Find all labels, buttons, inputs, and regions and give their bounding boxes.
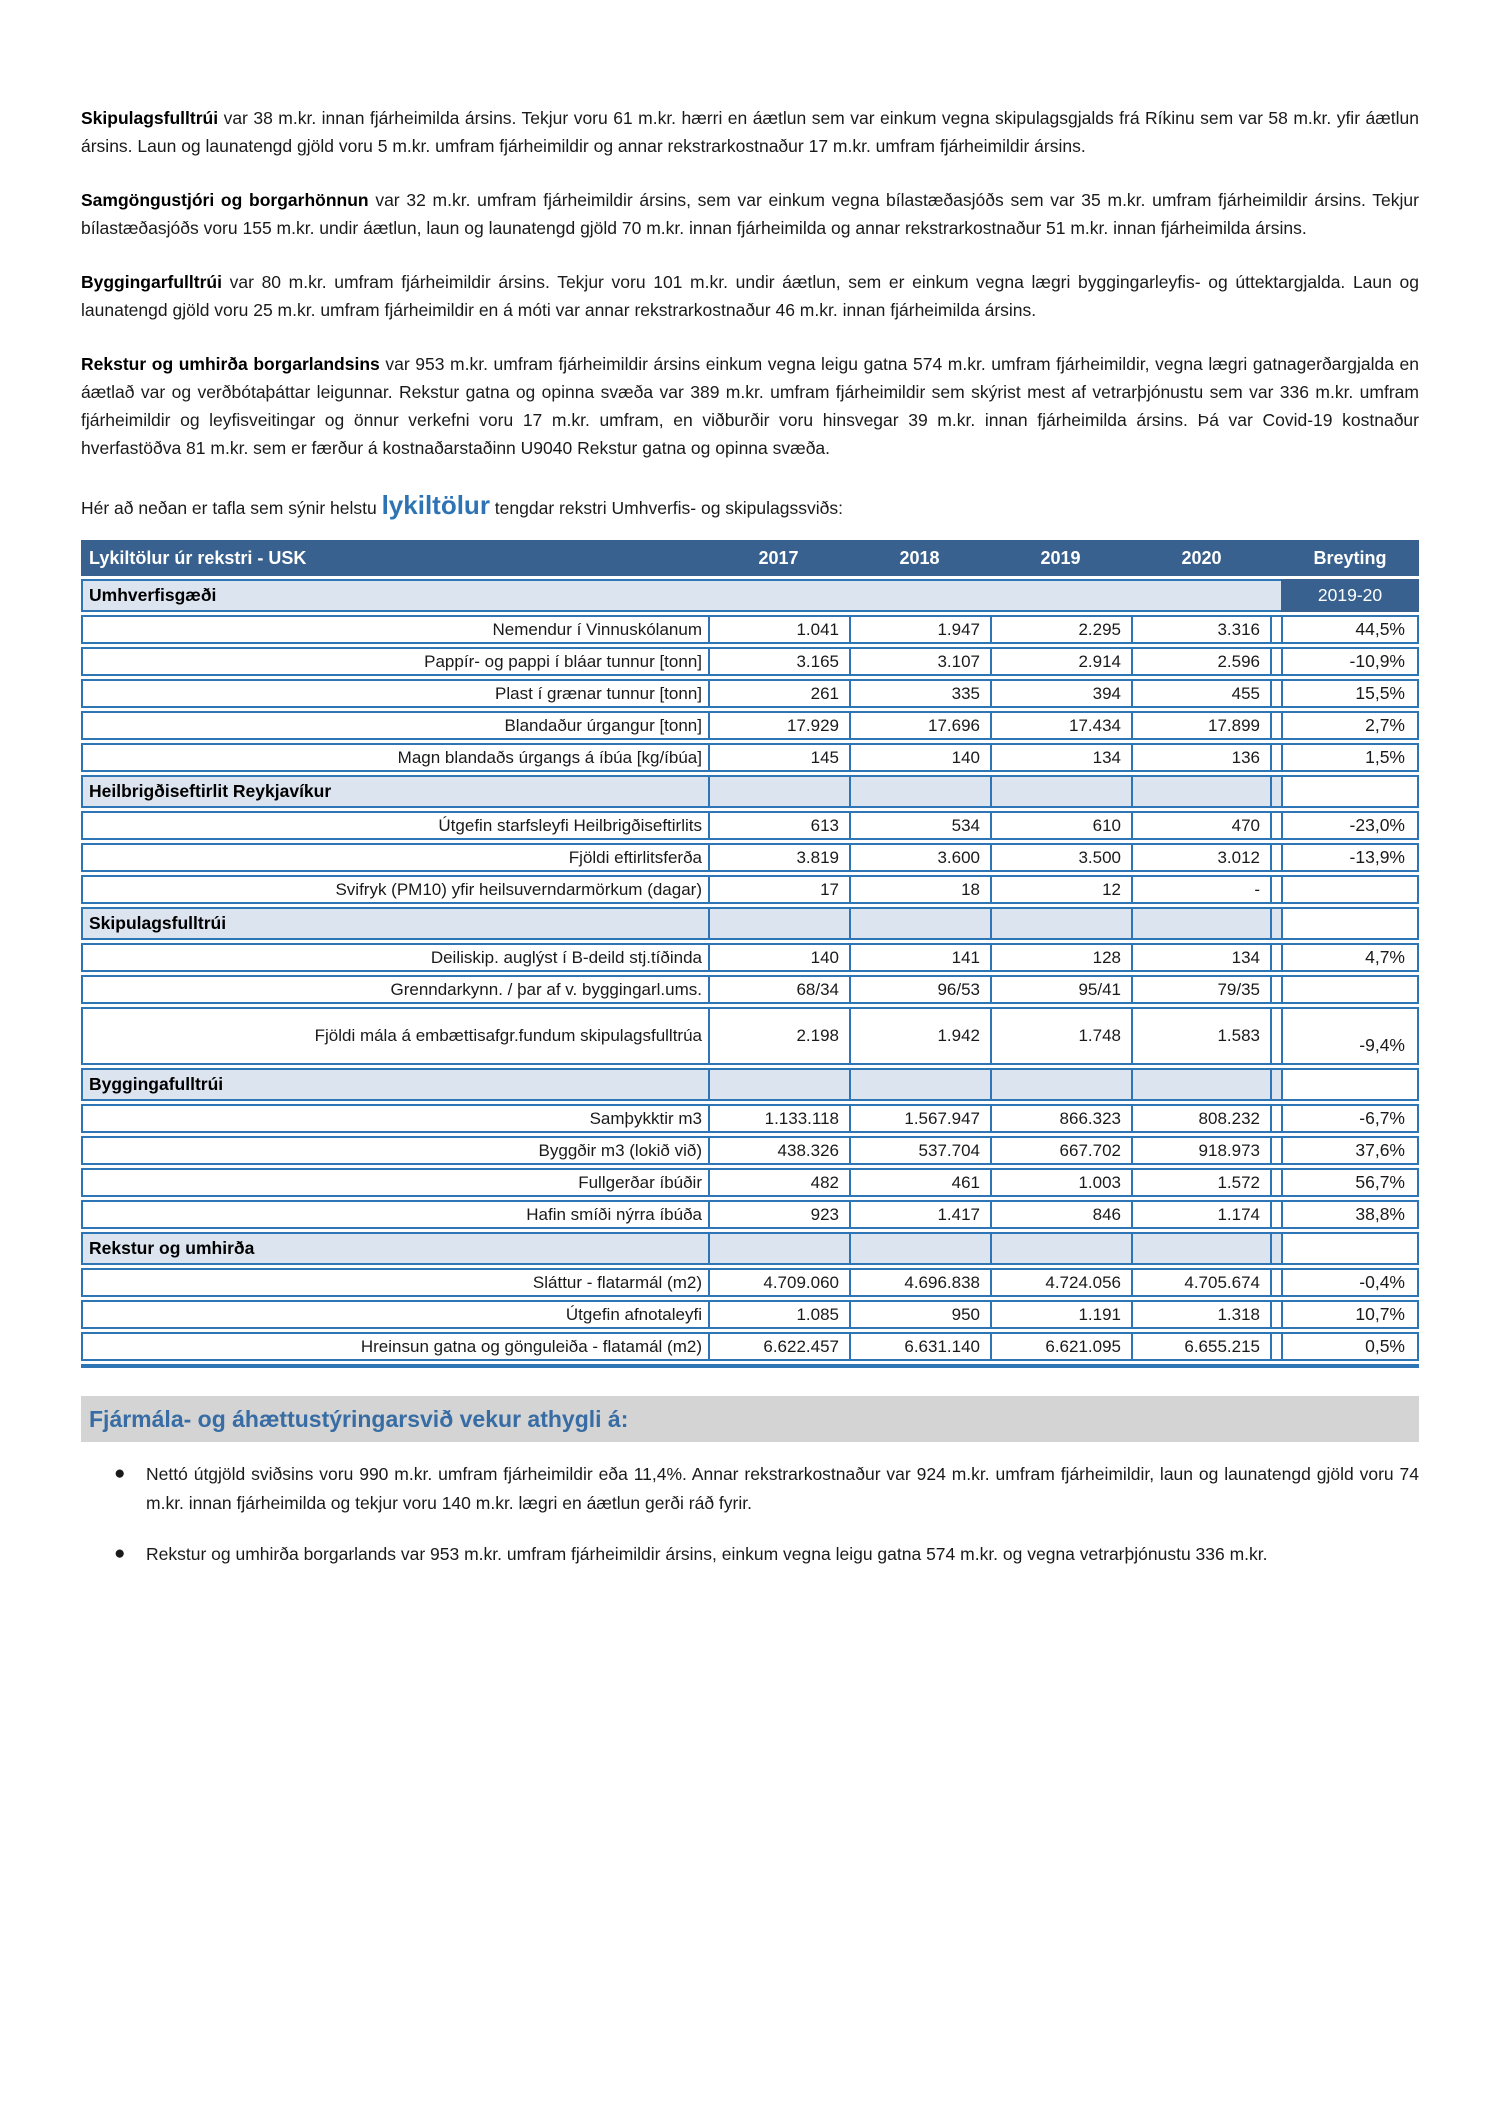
paragraph-lead: Samgöngustjóri og borgarhönnun xyxy=(81,190,369,210)
value-cell: 438.326 xyxy=(708,1136,849,1165)
section-value-cell xyxy=(1131,775,1272,808)
value-cell: 2.914 xyxy=(990,647,1131,676)
change-cell xyxy=(1281,775,1419,808)
value-cell: 537.704 xyxy=(849,1136,990,1165)
value-cell: 394 xyxy=(990,679,1131,708)
gutter-cell xyxy=(1272,811,1281,840)
row-label-cell: Fjöldi eftirlitsferða xyxy=(81,843,708,872)
value-cell: 3.500 xyxy=(990,843,1131,872)
data-row xyxy=(81,743,1419,772)
table-intro-before: Hér að neðan er tafla sem sýnir helstu xyxy=(81,498,382,518)
paragraph: Samgöngustjóri og borgarhönnun var 32 m.kr. umfram fjárheimildir ársins, sem var einkum vegna bílastæðasjóðs sem var 35 m.kr. umfram fjárheimildir ársins. Tekjur bílastæðasjóðs voru 155 m.kr. undir áætlun, laun og launatengd gjöld 70 m.kr. innan fjárheimilda og annar rekstrarkostnaður 51 m.kr. innan fjárheimilda ársins. xyxy=(81,190,1419,238)
data-row xyxy=(81,1300,1419,1329)
section-row xyxy=(81,907,1419,940)
paragraph: Rekstur og umhirða borgarlandsins var 953 m.kr. umfram fjárheimildir ársins einkum vegna leigu gatna 574 m.kr. umfram fjárheimildir, vegna lægri gatnagerðargjalda en áætlað var og verðbótaþáttar leigunnar. Rekstur gatna og opinna svæða var 389 m.kr. umfram fjárheimildir sem skýrist mest af vetrarþjónustu sem var 336 m.kr. umfram fjárheimildir og leyfisveitingar og önnur verkefni voru 17 m.kr. umfram, en viðburðir voru hinsvegar 39 m.kr. innan fjárheimilda ársins. Þá var Covid-19 kostnaður hverfastöðva 81 m.kr. sem er færður á kostnaðarstaðinn U9040 Rekstur gatna og opinna svæða. xyxy=(81,354,1420,458)
intro-paragraphs xyxy=(81,104,1419,462)
section-value-cell xyxy=(849,1068,990,1101)
gutter-cell xyxy=(1272,1007,1281,1065)
value-cell: 128 xyxy=(990,943,1131,972)
data-row xyxy=(81,679,1419,708)
value-cell: 140 xyxy=(708,943,849,972)
value-cell: 1.191 xyxy=(990,1300,1131,1329)
row-label-cell: Pappír- og pappi í bláar tunnur [tonn] xyxy=(81,647,708,676)
change-cell: -6,7% xyxy=(1281,1104,1419,1133)
value-cell: 3.165 xyxy=(708,647,849,676)
data-row xyxy=(81,943,1419,972)
data-row xyxy=(81,1007,1419,1065)
change-cell: -10,9% xyxy=(1281,647,1419,676)
data-row xyxy=(81,1104,1419,1133)
row-label-cell: Byggðir m3 (lokið við) xyxy=(81,1136,708,1165)
value-cell: 6.655.215 xyxy=(1131,1332,1272,1361)
value-cell: 1.583 xyxy=(1131,1007,1272,1065)
value-cell: - xyxy=(1131,875,1272,904)
value-cell: 134 xyxy=(990,743,1131,772)
value-cell: 4.705.674 xyxy=(1131,1268,1272,1297)
value-cell: 4.696.838 xyxy=(849,1268,990,1297)
value-cell: 1.133.118 xyxy=(708,1104,849,1133)
section-label-cell: Skipulagsfulltrúi xyxy=(81,907,708,940)
value-cell: 18 xyxy=(849,875,990,904)
value-cell: 79/35 xyxy=(1131,975,1272,1004)
section-value-cell xyxy=(708,775,849,808)
attention-heading: Fjármála- og áhættustýringarsvið vekur athygli á: xyxy=(89,1406,629,1432)
data-row xyxy=(81,1200,1419,1229)
value-cell: 482 xyxy=(708,1168,849,1197)
change-cell: -9,4% xyxy=(1281,1007,1419,1065)
data-row xyxy=(81,711,1419,740)
section-row xyxy=(81,775,1419,808)
gutter-cell xyxy=(1272,775,1281,808)
section-value-cell xyxy=(708,1232,849,1265)
row-label-cell: Hafin smíði nýrra íbúða xyxy=(81,1200,708,1229)
value-cell: 12 xyxy=(990,875,1131,904)
value-cell: 145 xyxy=(708,743,849,772)
section-value-cell xyxy=(990,1232,1131,1265)
data-row xyxy=(81,843,1419,872)
section-label-cell: Byggingafulltrúi xyxy=(81,1068,708,1101)
gutter-cell xyxy=(1272,1136,1281,1165)
change-subheader: 2019-20 xyxy=(1281,579,1419,612)
section-value-cell xyxy=(990,907,1131,940)
change-cell: 37,6% xyxy=(1281,1136,1419,1165)
row-label-cell: Hreinsun gatna og gönguleiða - flatamál (m2) xyxy=(81,1332,708,1361)
gutter-cell xyxy=(1272,540,1281,576)
value-cell: 866.323 xyxy=(990,1104,1131,1133)
change-cell: -0,4% xyxy=(1281,1268,1419,1297)
value-cell: 1.572 xyxy=(1131,1168,1272,1197)
change-cell: 0,5% xyxy=(1281,1332,1419,1361)
table-header-row xyxy=(81,540,1419,576)
value-cell: 613 xyxy=(708,811,849,840)
change-cell: 10,7% xyxy=(1281,1300,1419,1329)
change-cell xyxy=(1281,1068,1419,1101)
row-label-cell: Útgefin afnotaleyfi xyxy=(81,1300,708,1329)
value-cell: 1.417 xyxy=(849,1200,990,1229)
gutter-cell xyxy=(1272,647,1281,676)
value-cell: 6.631.140 xyxy=(849,1332,990,1361)
change-cell: 1,5% xyxy=(1281,743,1419,772)
change-cell: -13,9% xyxy=(1281,843,1419,872)
value-cell: 1.947 xyxy=(849,615,990,644)
gutter-cell xyxy=(1272,843,1281,872)
row-label-cell: Svifryk (PM10) yfir heilsuverndarmörkum (dagar) xyxy=(81,875,708,904)
value-cell: 95/41 xyxy=(990,975,1131,1004)
data-row xyxy=(81,1332,1419,1361)
row-label-cell: Grenndarkynn. / þar af v. byggingarl.ums. xyxy=(81,975,708,1004)
value-cell: 96/53 xyxy=(849,975,990,1004)
gutter-cell xyxy=(1272,615,1281,644)
change-cell xyxy=(1281,1232,1419,1265)
value-cell: 1.003 xyxy=(990,1168,1131,1197)
data-row xyxy=(81,1136,1419,1165)
gutter-cell xyxy=(1272,1168,1281,1197)
value-cell: 134 xyxy=(1131,943,1272,972)
section-row xyxy=(81,579,1419,612)
data-row xyxy=(81,875,1419,904)
value-cell: 455 xyxy=(1131,679,1272,708)
section-value-cell xyxy=(990,1068,1131,1101)
section-value-cell xyxy=(708,1068,849,1101)
row-label-cell: Deiliskip. auglýst í B-deild stj.tíðinda xyxy=(81,943,708,972)
value-cell: 667.702 xyxy=(990,1136,1131,1165)
value-cell: 6.622.457 xyxy=(708,1332,849,1361)
change-cell xyxy=(1281,875,1419,904)
value-cell: 610 xyxy=(990,811,1131,840)
change-cell: 56,7% xyxy=(1281,1168,1419,1197)
gutter-cell xyxy=(1272,711,1281,740)
section-value-cell xyxy=(708,907,849,940)
gutter-cell xyxy=(1272,1232,1281,1265)
year-header-2017: 2017 xyxy=(708,540,849,576)
data-row xyxy=(81,975,1419,1004)
value-cell: 3.819 xyxy=(708,843,849,872)
bullet-item: ● Rekstur og umhirða borgarlands var 953 m.kr. umfram fjárheimildir ársins, einkum vegna leigu gatna 574 m.kr. og vegna vetrarþjónustu 336 m.kr. xyxy=(81,1540,1419,1569)
gutter-cell xyxy=(1272,1068,1281,1101)
gutter-cell xyxy=(1272,943,1281,972)
bullet-icon: ● xyxy=(114,1543,126,1564)
section-row xyxy=(81,1232,1419,1265)
change-cell: 44,5% xyxy=(1281,615,1419,644)
value-cell: 141 xyxy=(849,943,990,972)
data-row xyxy=(81,1268,1419,1297)
value-cell: 808.232 xyxy=(1131,1104,1272,1133)
value-cell: 4.724.056 xyxy=(990,1268,1131,1297)
value-cell: 846 xyxy=(990,1200,1131,1229)
section-row xyxy=(81,1068,1419,1101)
change-cell: 15,5% xyxy=(1281,679,1419,708)
attention-bullets xyxy=(81,1460,1419,1569)
section-value-cell xyxy=(990,775,1131,808)
section-value-cell xyxy=(849,1232,990,1265)
change-cell: 38,8% xyxy=(1281,1200,1419,1229)
value-cell: 17 xyxy=(708,875,849,904)
paragraph: Skipulagsfulltrúi var 38 m.kr. innan fjárheimilda ársins. Tekjur voru 61 m.kr. hærri en áætlun sem var einkum vegna skipulagsgjalds frá Ríkinu sem var 58 m.kr. yfir áætlun ársins. Laun og launatengd gjöld voru 5 m.kr. umfram fjárheimildir og annar rekstrarkostnaður 17 m.kr. umfram fjárheimildir ársins. xyxy=(81,108,1419,156)
change-cell xyxy=(1281,907,1419,940)
row-label-cell: Fullgerðar íbúðir xyxy=(81,1168,708,1197)
value-cell: 17.929 xyxy=(708,711,849,740)
section-value-cell xyxy=(849,907,990,940)
paragraph-lead: Skipulagsfulltrúi xyxy=(81,108,219,128)
row-label-cell: Samþykktir m3 xyxy=(81,1104,708,1133)
paragraph-lead: Byggingarfulltrúi xyxy=(81,272,222,292)
value-cell: 3.316 xyxy=(1131,615,1272,644)
value-cell: 1.748 xyxy=(990,1007,1131,1065)
attention-heading-bar xyxy=(81,1396,1419,1442)
value-cell: 335 xyxy=(849,679,990,708)
value-cell: 1.041 xyxy=(708,615,849,644)
value-cell: 6.621.095 xyxy=(990,1332,1131,1361)
value-cell: 17.899 xyxy=(1131,711,1272,740)
row-label-cell: Fjöldi mála á embættisafgr.fundum skipulagsfulltrúa xyxy=(81,1007,708,1065)
gutter-cell xyxy=(1272,1200,1281,1229)
gutter-cell xyxy=(1272,1104,1281,1133)
gutter-cell xyxy=(1272,1300,1281,1329)
bullet-icon: ● xyxy=(114,1463,126,1484)
value-cell: 1.174 xyxy=(1131,1200,1272,1229)
value-cell: 68/34 xyxy=(708,975,849,1004)
gutter-cell xyxy=(1272,875,1281,904)
change-cell: 2,7% xyxy=(1281,711,1419,740)
value-cell: 461 xyxy=(849,1168,990,1197)
value-cell: 136 xyxy=(1131,743,1272,772)
key-figures-table xyxy=(81,537,1419,1368)
gutter-cell xyxy=(1272,1268,1281,1297)
row-label-cell: Plast í grænar tunnur [tonn] xyxy=(81,679,708,708)
year-header-2018: 2018 xyxy=(849,540,990,576)
value-cell: 3.012 xyxy=(1131,843,1272,872)
value-cell: 1.567.947 xyxy=(849,1104,990,1133)
table-intro-line xyxy=(81,488,1419,525)
data-row xyxy=(81,615,1419,644)
section-value-cell xyxy=(1131,1232,1272,1265)
data-row xyxy=(81,811,1419,840)
value-cell: 3.600 xyxy=(849,843,990,872)
value-cell: 950 xyxy=(849,1300,990,1329)
change-cell: 4,7% xyxy=(1281,943,1419,972)
table-intro-after: tengdar rekstri Umhverfis- og skipulagssviðs: xyxy=(489,498,843,518)
row-label-cell: Sláttur - flatarmál (m2) xyxy=(81,1268,708,1297)
value-cell: 2.596 xyxy=(1131,647,1272,676)
value-cell: 1.318 xyxy=(1131,1300,1272,1329)
value-cell: 3.107 xyxy=(849,647,990,676)
lykiltolur-highlight: lykiltölur xyxy=(381,490,490,520)
value-cell: 1.942 xyxy=(849,1007,990,1065)
value-cell: 923 xyxy=(708,1200,849,1229)
change-cell: -23,0% xyxy=(1281,811,1419,840)
bullet-item: ● Nettó útgjöld sviðsins voru 990 m.kr. umfram fjárheimildir eða 11,4%. Annar rekstrarkostnaður var 924 m.kr. umfram fjárheimildir, laun og launatengd gjöld voru 74 m.kr. innan fjárheimilda og tekjur voru 140 m.kr. lægri en áætlun gerði ráð fyrir. xyxy=(81,1460,1419,1518)
value-cell: 534 xyxy=(849,811,990,840)
gutter-cell xyxy=(1272,907,1281,940)
table-title: Lykiltölur úr rekstri - USK xyxy=(81,540,708,576)
value-cell: 918.973 xyxy=(1131,1136,1272,1165)
value-cell: 261 xyxy=(708,679,849,708)
value-cell: 140 xyxy=(849,743,990,772)
gutter-cell xyxy=(1272,1332,1281,1361)
gutter-cell xyxy=(1272,743,1281,772)
value-cell: 4.709.060 xyxy=(708,1268,849,1297)
value-cell: 470 xyxy=(1131,811,1272,840)
year-header-2019: 2019 xyxy=(990,540,1131,576)
section-value-cell xyxy=(849,775,990,808)
value-cell: 17.434 xyxy=(990,711,1131,740)
row-label-cell: Nemendur í Vinnuskólanum xyxy=(81,615,708,644)
data-row xyxy=(81,1168,1419,1197)
section-label-cell: Heilbrigðiseftirlit Reykjavíkur xyxy=(81,775,708,808)
gutter-cell xyxy=(1272,679,1281,708)
value-cell: 1.085 xyxy=(708,1300,849,1329)
paragraph-lead: Rekstur og umhirða borgarlandsins xyxy=(81,354,380,374)
change-cell xyxy=(1281,975,1419,1004)
section-label-cell: Rekstur og umhirða xyxy=(81,1232,708,1265)
gutter-cell xyxy=(1272,975,1281,1004)
row-label-cell: Útgefin starfsleyfi Heilbrigðiseftirlits xyxy=(81,811,708,840)
value-cell: 2.295 xyxy=(990,615,1131,644)
row-label-cell: Magn blandaðs úrgangs á íbúa [kg/íbúa] xyxy=(81,743,708,772)
section-value-cell xyxy=(1131,1068,1272,1101)
section-label-cell: Umhverfisgæði xyxy=(81,579,1281,612)
row-label-cell: Blandaður úrgangur [tonn] xyxy=(81,711,708,740)
section-value-cell xyxy=(1131,907,1272,940)
value-cell: 2.198 xyxy=(708,1007,849,1065)
paragraph: Byggingarfulltrúi var 80 m.kr. umfram fjárheimildir ársins. Tekjur voru 101 m.kr. undir áætlun, sem er einkum vegna lægri byggingarleyfis- og úttektargjalda. Laun og launatengd gjöld voru 25 m.kr. umfram fjárheimildir en á móti var annar rekstrarkostnaður 46 m.kr. innan fjárheimilda ársins. xyxy=(81,272,1419,320)
year-header-2020: 2020 xyxy=(1131,540,1272,576)
data-row xyxy=(81,647,1419,676)
change-header: Breyting xyxy=(1281,540,1419,576)
value-cell: 17.696 xyxy=(849,711,990,740)
